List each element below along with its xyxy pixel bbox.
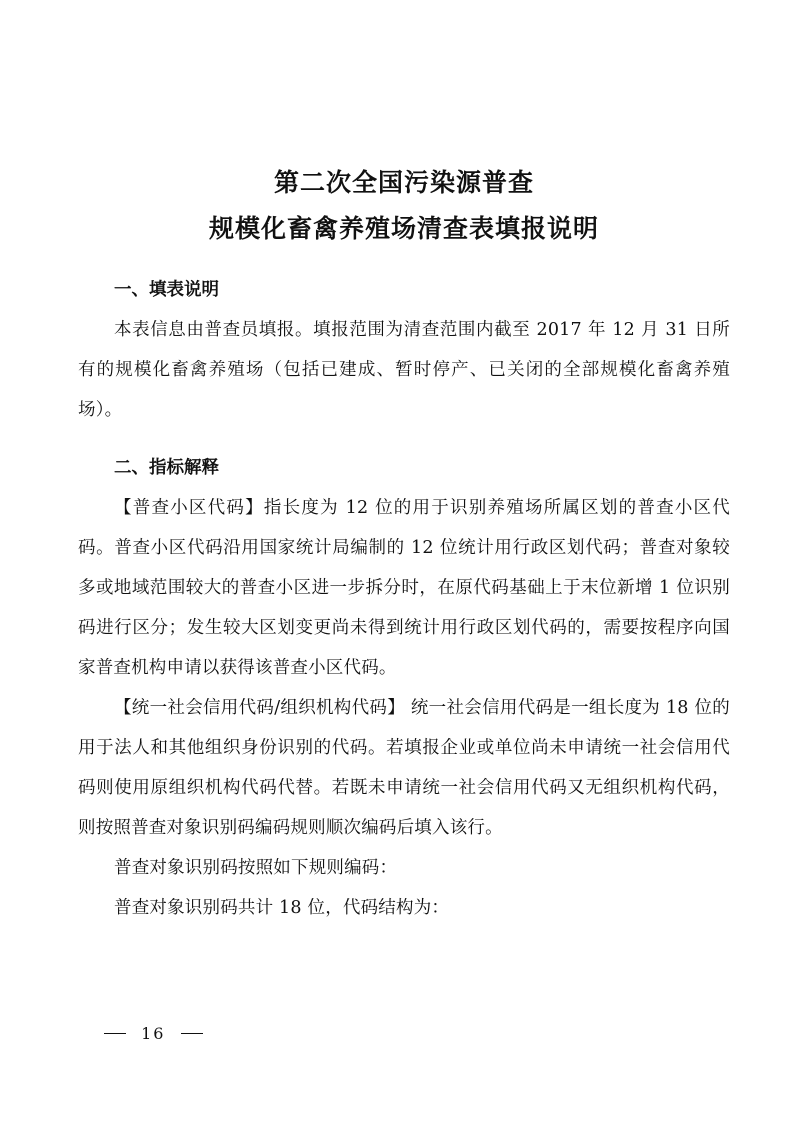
section-heading-indicator-explanation: 二、指标解释: [114, 458, 219, 478]
section-heading-filling-instructions: 一、填表说明: [114, 280, 219, 300]
page-title: [78, 160, 730, 252]
page-number: 16: [141, 1024, 166, 1043]
footer-dash-right: [181, 1033, 203, 1034]
paragraph-object-id-rule-intro: 普查对象识别码按照如下规则编码：: [114, 858, 398, 878]
paragraph-census-area-code: 【普查小区代码】指长度为 12 位的用于识别养殖场所属区划的普查小区代码。普查小区代码沿用国家统计局编制的 12 位统计用行政区划代码；普查对象较多或地域范围较大的普查小区进一步拆分时，在原代码基础上于末位新增 1 位识别码进行区分；发生较大区划变更尚未得到统计用行政区划代码的，需要按程序向国家普查机构申请以获得该普查小区代码。: [78, 498, 730, 678]
footer-dash-left: [104, 1033, 126, 1034]
page-title-line-2: 规模化畜禽养殖场清查表填报说明: [208, 214, 599, 243]
paragraph-object-id-structure: 普查对象识别码共计 18 位，代码结构为：: [114, 898, 450, 918]
paragraph-filling-scope: 本表信息由普查员填报。填报范围为清查范围内截至 2017 年 12 月 31 日所有的规模化畜禽养殖场（包括已建成、暂时停产、已关闭的全部规模化畜禽养殖场）。: [78, 320, 730, 420]
page-footer: [0, 1023, 800, 1043]
page-title-line-1: 第二次全国污染源普查: [273, 168, 534, 197]
paragraph-unified-social-credit-code: 【统一社会信用代码/组织机构代码】 统一社会信用代码是一组长度为 18 位的用于法人和其他组织身份识别的代码。若填报企业或单位尚未申请统一社会信用代码则使用原组织机构代码代替。若既未申请统一社会信用代码又无组织机构代码，则按照普查对象识别码编码规则顺次编码后填入该行。: [78, 698, 730, 838]
